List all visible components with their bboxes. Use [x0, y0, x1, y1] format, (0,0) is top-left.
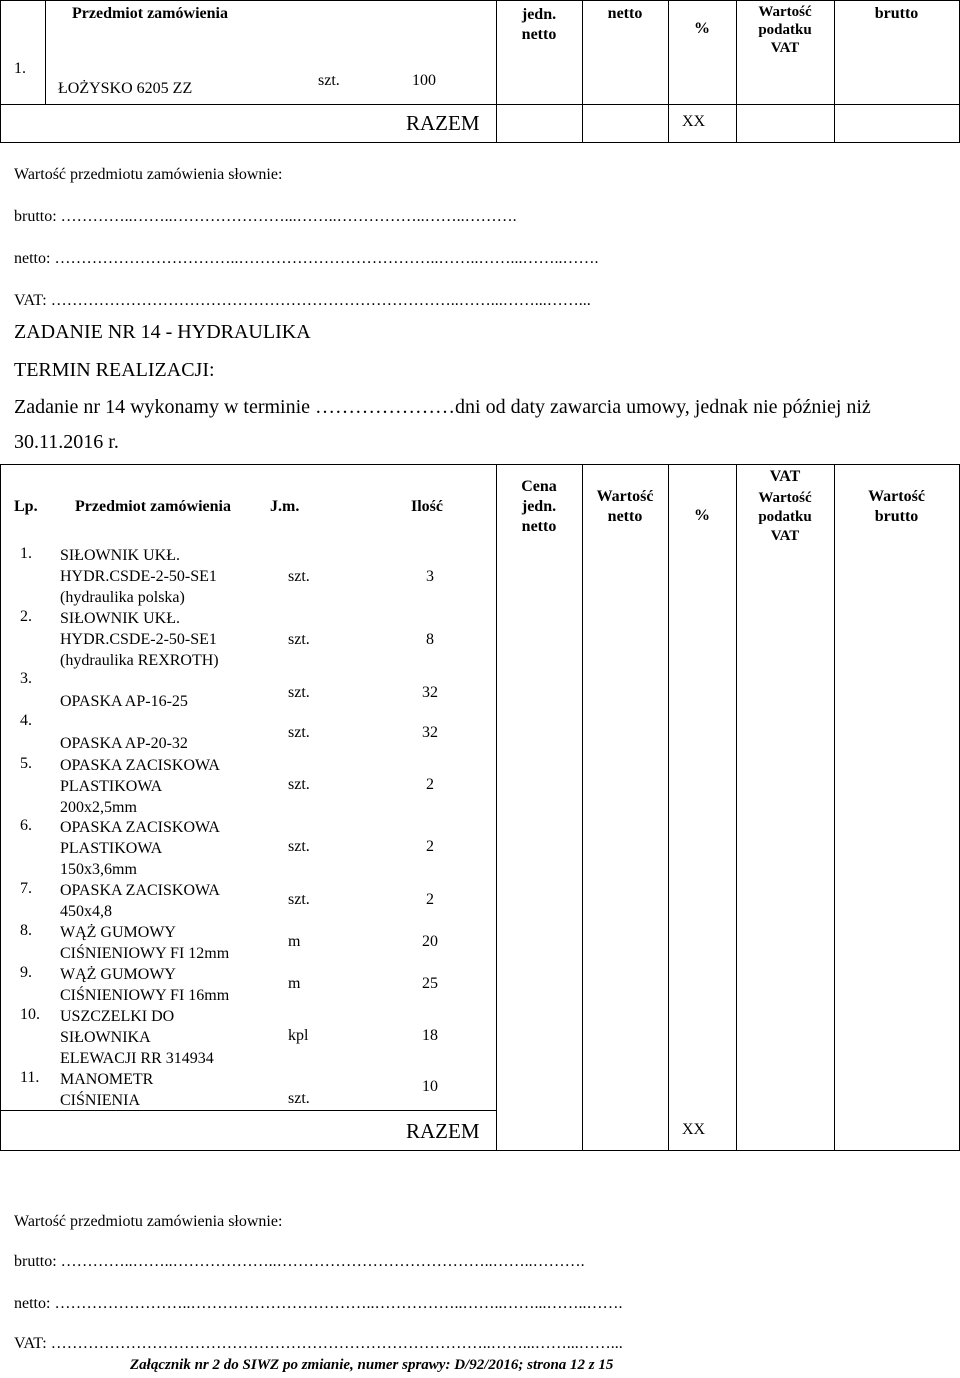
summary-vat: VAT: ………………………………………………………………………..……...……...……...	[14, 1335, 623, 1352]
row-number: 4.	[20, 712, 32, 729]
row-qty: 10	[422, 1078, 438, 1095]
row-number: 9.	[20, 964, 32, 981]
row-unit: szt.	[288, 568, 310, 585]
top-row-num: 1.	[14, 60, 26, 77]
row-qty: 2	[426, 838, 434, 855]
row-number: 8.	[20, 922, 32, 939]
row-description: USZCZELKI DO SIŁOWNIKA ELEWACJI RR 314934	[60, 1008, 214, 1067]
row-description: MANOMETR CIŚNIENIA	[60, 1071, 154, 1109]
row-unit: szt.	[288, 724, 310, 741]
top-row-unit: szt.	[318, 72, 340, 89]
header-wartosc-podatku-main: Wartość podatku VAT	[758, 490, 812, 544]
summary-netto: netto: ……………………………..………………………………..……..……...……..…….	[14, 250, 599, 267]
main-xx: XX	[682, 1121, 706, 1138]
summary-label: Wartość przedmiotu zamówienia słownie:	[14, 166, 283, 183]
row-unit: szt.	[288, 1090, 310, 1107]
header-procent: %	[694, 20, 710, 37]
row-qty: 18	[422, 1027, 438, 1044]
header-lp: Lp.	[14, 498, 38, 515]
row-qty: 2	[426, 776, 434, 793]
task-title: ZADANIE NR 14 - HYDRAULIKA	[14, 321, 311, 343]
header-jedn-netto: jedn. netto	[521, 6, 557, 43]
row-description: WĄŻ GUMOWY CIŚNIENIOWY FI 12mm	[60, 924, 230, 962]
row-unit: m	[288, 933, 301, 950]
header-przedmiot: Przedmiot zamówienia	[72, 5, 228, 22]
header-wartosc-podatku: Wartość podatku VAT	[758, 4, 812, 56]
summary-brutto: brutto: …………..……..………………..…………………………………..……..……….	[14, 1253, 585, 1270]
row-description: SIŁOWNIK UKŁ. HYDR.CSDE-2-50-SE1 (hydraulika polska)	[60, 547, 217, 606]
header-ilosc: Ilość	[411, 498, 443, 515]
row-description: OPASKA AP-20-32	[60, 735, 188, 752]
page-footer: Załącznik nr 2 do SIWZ po zmianie, numer sprawy: D/92/2016; strona 12 z 15	[130, 1357, 614, 1373]
row-unit: szt.	[288, 684, 310, 701]
row-number: 2.	[20, 608, 32, 625]
top-row-qty: 100	[412, 72, 436, 89]
row-number: 10.	[20, 1006, 40, 1023]
main-razem: RAZEM	[406, 1119, 480, 1143]
summary-netto: netto: ……………………..……………………………..……………..……..……...……..…….	[14, 1295, 623, 1312]
row-qty: 32	[422, 724, 438, 741]
row-qty: 20	[422, 933, 438, 950]
row-qty: 3	[426, 568, 434, 585]
row-unit: m	[288, 975, 301, 992]
row-number: 7.	[20, 880, 32, 897]
header-przedmiot: Przedmiot zamówienia	[75, 498, 231, 515]
row-unit: szt.	[288, 838, 310, 855]
top-row-name: ŁOŻYSKO 6205 ZZ	[58, 80, 193, 97]
header-vat: VAT	[769, 468, 801, 485]
header-cena: Cena jedn. netto	[521, 478, 557, 535]
row-number: 11.	[20, 1069, 40, 1086]
row-description: OPASKA ZACISKOWA PLASTIKOWA 200x2,5mm	[60, 757, 220, 816]
header-netto: netto	[607, 5, 643, 22]
top-razem: RAZEM	[406, 111, 480, 135]
header-wartosc-netto: Wartość netto	[596, 488, 654, 525]
header-jm: J.m.	[270, 498, 300, 515]
header-procent-main: %	[694, 507, 710, 524]
row-description: OPASKA ZACISKOWA 450x4,8	[60, 882, 220, 920]
header-brutto: brutto	[874, 5, 919, 22]
row-number: 5.	[20, 755, 32, 772]
summary-vat: VAT: …………………………………………………………………..……...……...……...	[14, 292, 591, 309]
task-deadline-text: Zadanie nr 14 wykonamy w terminie …………………dni od daty zawarcia umowy, jednak nie później niż	[14, 396, 871, 418]
row-unit: kpl	[288, 1027, 309, 1044]
row-unit: szt.	[288, 631, 310, 648]
row-qty: 2	[426, 891, 434, 908]
row-number: 6.	[20, 817, 32, 834]
summary-brutto: brutto: …………..……..…………………...……..……………..……..……….	[14, 208, 517, 225]
summary-label: Wartość przedmiotu zamówienia słownie:	[14, 1213, 283, 1230]
row-unit: szt.	[288, 776, 310, 793]
row-description: WĄŻ GUMOWY CIŚNIENIOWY FI 16mm	[60, 966, 230, 1004]
task-termin: TERMIN REALIZACJI:	[14, 359, 215, 381]
row-description: OPASKA ZACISKOWA PLASTIKOWA 150x3,6mm	[60, 819, 220, 878]
row-qty: 25	[422, 975, 438, 992]
row-description: OPASKA AP-16-25	[60, 693, 188, 710]
row-description: SIŁOWNIK UKŁ. HYDR.CSDE-2-50-SE1 (hydraulika REXROTH)	[60, 610, 219, 669]
row-qty: 32	[422, 684, 438, 701]
row-unit: szt.	[288, 891, 310, 908]
row-number: 1.	[20, 545, 32, 562]
header-wartosc-brutto: Wartość brutto	[868, 488, 925, 525]
row-qty: 8	[426, 631, 434, 648]
task-deadline-date: 30.11.2016 r.	[14, 431, 119, 453]
top-xx: XX	[682, 113, 706, 130]
row-number: 3.	[20, 670, 32, 687]
